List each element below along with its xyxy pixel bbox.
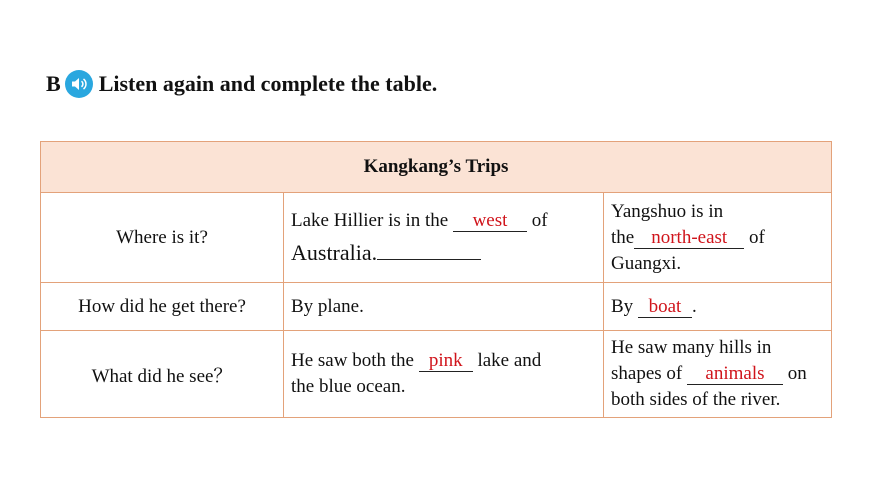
table-row [41, 193, 832, 283]
answer-text: pink [428, 350, 463, 371]
answer-cell [284, 331, 604, 418]
cell-text: the blue ocean. [291, 376, 406, 397]
answer-text: animals [705, 363, 765, 384]
cell-text: Lake Hillier is in the [291, 209, 453, 231]
table-row [41, 283, 832, 331]
answer-blank[interactable] [377, 241, 481, 260]
cell-text: Guangxi. [611, 252, 682, 274]
cell-text: Australia. [291, 239, 378, 265]
answer-cell [604, 331, 832, 418]
answer-blank[interactable] [638, 297, 692, 318]
question-cell: Where is it? [41, 193, 284, 283]
cell-text: the [611, 226, 635, 248]
answer-cell [604, 193, 832, 283]
cell-text: . [691, 295, 697, 317]
cell-text: By [611, 295, 638, 317]
cell-text: on [782, 363, 807, 384]
answer-blank[interactable] [634, 228, 744, 249]
cell-text: He saw both the [291, 350, 419, 371]
answer-blank[interactable] [687, 364, 783, 385]
trips-table [40, 141, 832, 418]
speaker-icon[interactable] [65, 70, 93, 98]
cell-text: Yangshuo is in [611, 200, 724, 222]
cell-text: both sides of the river. [611, 389, 781, 410]
answer-blank[interactable] [453, 211, 527, 232]
table-title: Kangkang’s Trips [41, 142, 832, 193]
answer-text: west [472, 209, 508, 231]
cell-text: of [744, 226, 765, 248]
table-row [41, 331, 832, 418]
cell-text: shapes of [611, 363, 687, 384]
exercise-instruction: Listen again and complete the table. [98, 71, 438, 96]
answer-text: north-east [651, 226, 728, 248]
answer-blank[interactable] [419, 351, 473, 372]
cell-text: lake and [472, 350, 542, 371]
exercise-heading [46, 70, 437, 98]
answer-cell [284, 193, 604, 283]
exercise-letter: B [46, 71, 61, 96]
answer-cell [604, 283, 832, 331]
answer-text: boat [648, 295, 682, 317]
cell-text: He saw many hills in [611, 337, 772, 358]
table-title-row [41, 142, 832, 193]
question-cell: What did he see？ [41, 331, 284, 418]
cell-text: of [526, 209, 548, 231]
question-cell: How did he get there? [41, 283, 284, 331]
answer-cell: By plane. [284, 283, 604, 331]
